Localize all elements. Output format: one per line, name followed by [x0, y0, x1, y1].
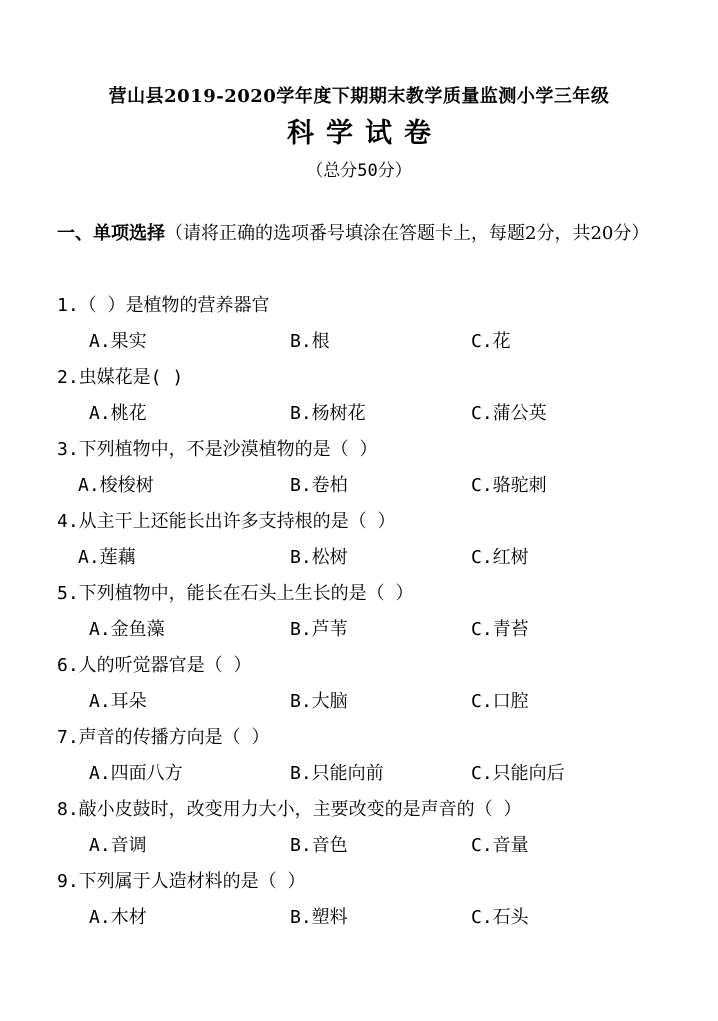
- question-stem: 8.敲小皮鼓时，改变用力大小，主要改变的是声音的（ ）: [57, 799, 522, 820]
- option-c: C.只能向后: [471, 763, 565, 784]
- option-c: C.青苔: [471, 619, 529, 640]
- question-options: [57, 612, 687, 648]
- option-a: A.莲藕: [78, 547, 136, 568]
- option-b: B.松树: [290, 547, 348, 568]
- question-list: [57, 288, 687, 936]
- question-options: [57, 756, 687, 792]
- question-options: [57, 540, 687, 576]
- question-options: [57, 324, 687, 360]
- option-b: B.塑料: [290, 907, 348, 928]
- option-c: C.骆驼刺: [471, 475, 547, 496]
- option-c: C.石头: [471, 907, 529, 928]
- question-options: [57, 396, 687, 432]
- section-label: 一、单项选择: [57, 223, 165, 244]
- option-a: A.耳朵: [89, 691, 147, 712]
- option-b: B.大脑: [290, 691, 348, 712]
- question-options: [57, 684, 687, 720]
- question-stem: 1.（ ）是植物的营养器官: [57, 295, 270, 316]
- section-heading: [57, 216, 672, 252]
- question-stem: 7.声音的传播方向是（ ）: [57, 727, 270, 748]
- question-stem: 4.从主干上还能长出许多支持根的是（ ）: [57, 511, 396, 532]
- option-a: A.果实: [89, 331, 147, 352]
- option-a: A.梭梭树: [78, 475, 154, 496]
- option-b: B.杨树花: [290, 403, 366, 424]
- subject-title: 科学试卷: [287, 118, 443, 149]
- option-a: A.金鱼藻: [89, 619, 165, 640]
- question-stem: 3.下列植物中，不是沙漠植物的是（ ）: [57, 439, 378, 460]
- option-c: C.音量: [471, 835, 529, 856]
- option-c: C.口腔: [471, 691, 529, 712]
- question-stem: 6.人的听觉器官是（ ）: [57, 655, 252, 676]
- option-c: C.红树: [471, 547, 529, 568]
- option-b: B.音色: [290, 835, 348, 856]
- section-instructions: （请将正确的选项番号填涂在答题卡上，每题2分，共20分）: [165, 223, 650, 244]
- question-stem: 5.下列植物中，能长在石头上生长的是（ ）: [57, 583, 414, 604]
- option-a: A.桃花: [89, 403, 147, 424]
- option-b: B.芦苇: [290, 619, 348, 640]
- question-stem: 9.下列属于人造材料的是（ ）: [57, 871, 306, 892]
- option-a: A.四面八方: [89, 763, 183, 784]
- question-stem: 2.虫媒花是( ): [57, 367, 184, 388]
- option-c: C.蒲公英: [471, 403, 547, 424]
- option-c: C.花: [471, 331, 511, 352]
- question-options: [57, 900, 687, 936]
- option-a: A.木材: [89, 907, 147, 928]
- total-score: （总分50分）: [306, 161, 412, 181]
- question-options: [57, 828, 687, 864]
- option-b: B.根: [290, 331, 330, 352]
- question-options: [57, 468, 687, 504]
- exam-title: 营山县2019-2020学年度下期期末教学质量监测小学三年级: [108, 86, 610, 107]
- option-a: A.音调: [89, 835, 147, 856]
- exam-header: [0, 82, 718, 186]
- option-b: B.只能向前: [290, 763, 384, 784]
- option-b: B.卷柏: [290, 475, 348, 496]
